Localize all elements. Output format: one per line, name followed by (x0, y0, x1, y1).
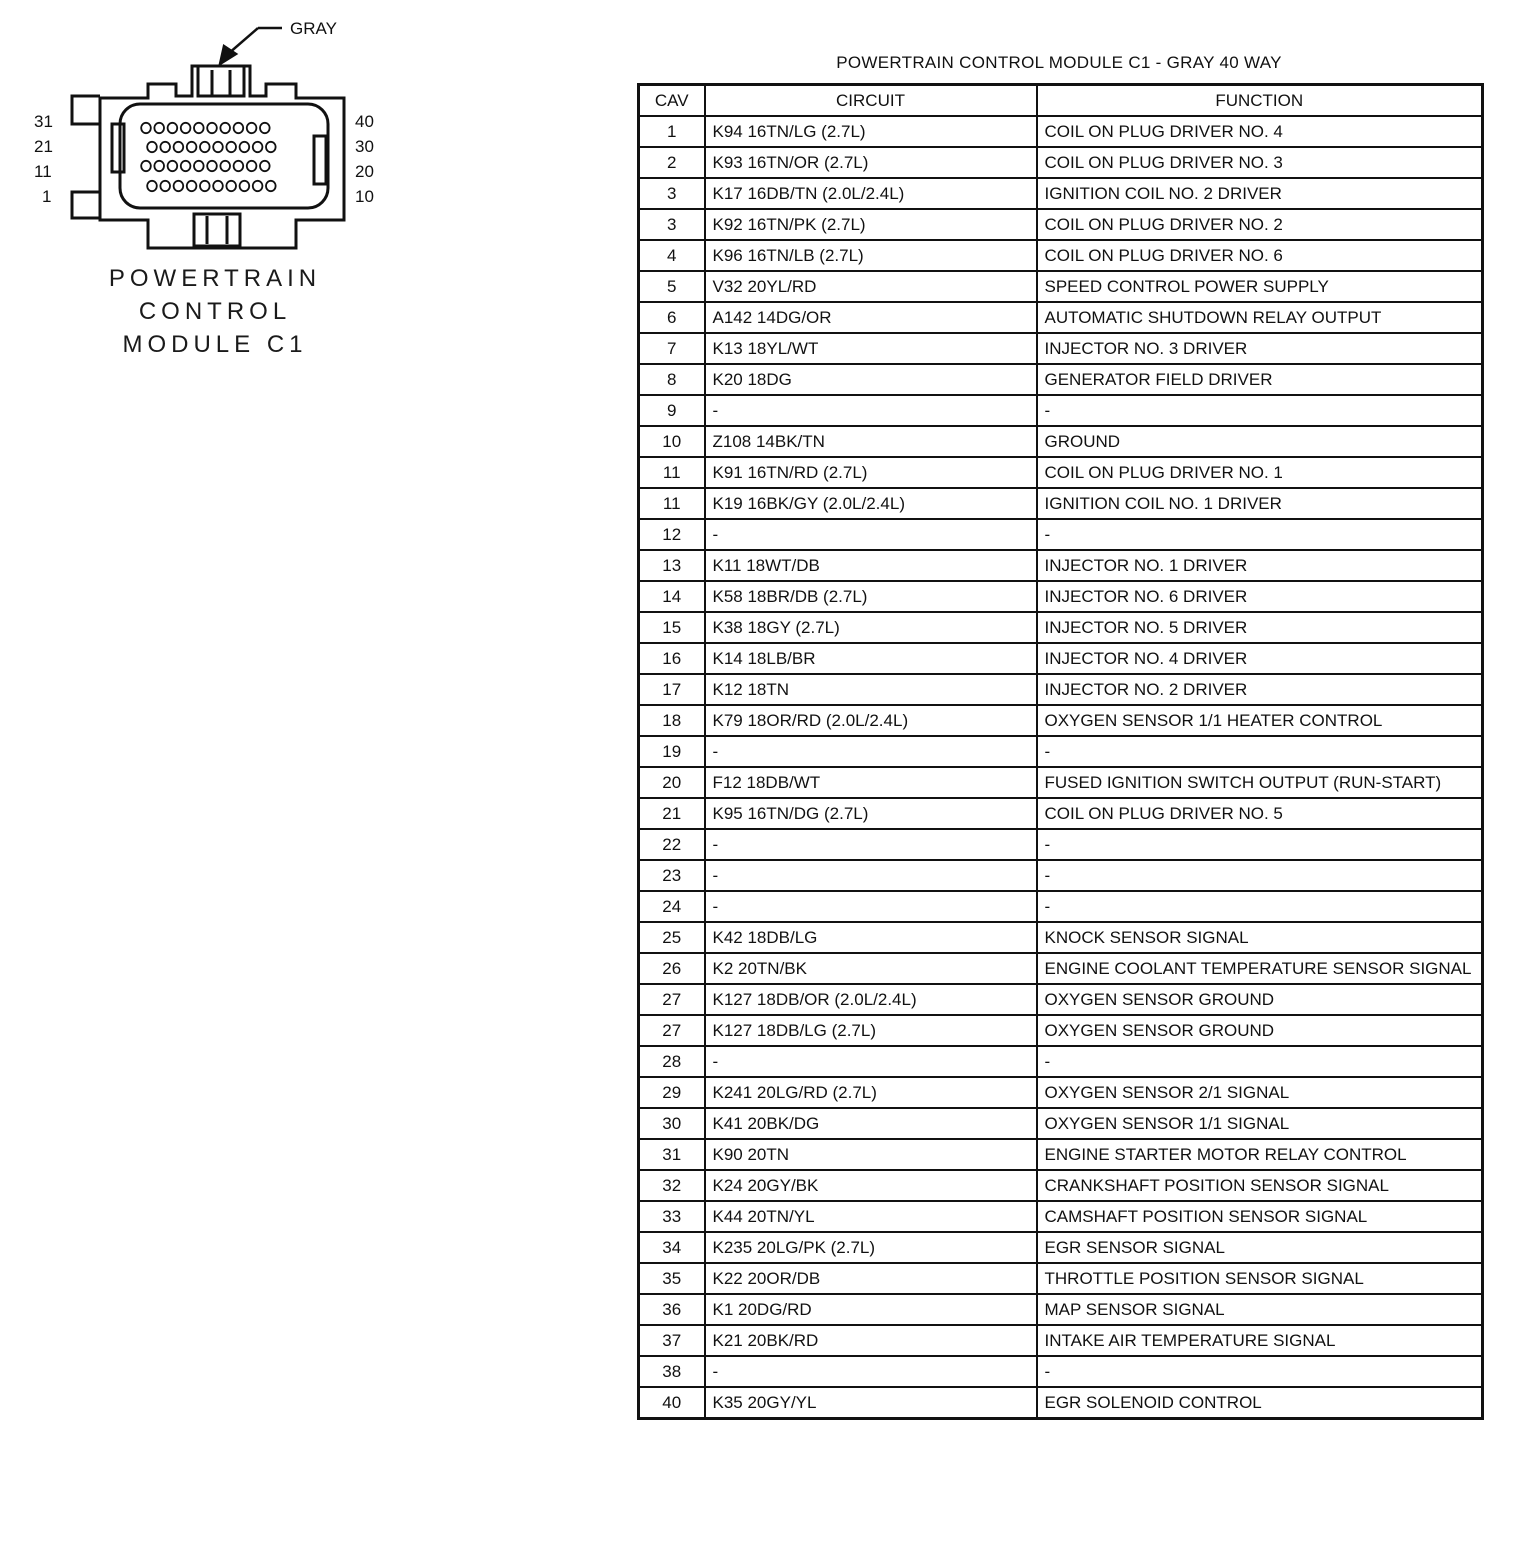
cavity-hole (187, 142, 197, 152)
cell-circuit: K92 16TN/PK (2.7L) (705, 209, 1037, 240)
cell-cav: 26 (639, 953, 705, 984)
cell-cav: 16 (639, 643, 705, 674)
table-row (639, 922, 1483, 953)
cell-cav: 2 (639, 147, 705, 178)
cavity-hole (234, 123, 244, 133)
table-row (639, 1325, 1483, 1356)
cell-cav: 13 (639, 550, 705, 581)
cell-circuit: K44 20TN/YL (705, 1201, 1037, 1232)
cell-function: CRANKSHAFT POSITION SENSOR SIGNAL (1037, 1170, 1483, 1201)
cell-function: COIL ON PLUG DRIVER NO. 4 (1037, 116, 1483, 147)
cell-circuit: K235 20LG/PK (2.7L) (705, 1232, 1037, 1263)
cell-cav: 27 (639, 1015, 705, 1046)
cell-circuit: - (705, 1356, 1037, 1387)
cell-circuit: K58 18BR/DB (2.7L) (705, 581, 1037, 612)
pin-label-10: 10 (355, 187, 374, 206)
cavity-hole (226, 142, 236, 152)
table-row (639, 581, 1483, 612)
cavity-hole (160, 142, 170, 152)
cavity-hole (260, 161, 270, 171)
cell-function: - (1037, 1046, 1483, 1077)
cell-circuit: K93 16TN/OR (2.7L) (705, 147, 1037, 178)
cell-function: - (1037, 519, 1483, 550)
table-row (639, 767, 1483, 798)
cell-function: IGNITION COIL NO. 2 DRIVER (1037, 178, 1483, 209)
cell-function: SPEED CONTROL POWER SUPPLY (1037, 271, 1483, 302)
cavity-hole (247, 161, 257, 171)
cavity-hole (147, 181, 157, 191)
cavity-hole (154, 161, 164, 171)
cavity-hole (207, 123, 217, 133)
cell-cav: 24 (639, 891, 705, 922)
table-row (639, 705, 1483, 736)
cell-cav: 27 (639, 984, 705, 1015)
cell-cav: 35 (639, 1263, 705, 1294)
cavity-hole (220, 123, 230, 133)
table-row (639, 674, 1483, 705)
cell-function: INTAKE AIR TEMPERATURE SIGNAL (1037, 1325, 1483, 1356)
cell-cav: 4 (639, 240, 705, 271)
cavity-hole (181, 161, 191, 171)
table-row (639, 643, 1483, 674)
cell-function: GENERATOR FIELD DRIVER (1037, 364, 1483, 395)
cell-function: INJECTOR NO. 5 DRIVER (1037, 612, 1483, 643)
cell-cav: 11 (639, 488, 705, 519)
cavity-hole (194, 123, 204, 133)
table-row (639, 395, 1483, 426)
cell-circuit: K42 18DB/LG (705, 922, 1037, 953)
connector-label-line-3: MODULE C1 (122, 331, 308, 358)
cell-circuit: K19 16BK/GY (2.0L/2.4L) (705, 488, 1037, 519)
pin-label-21: 21 (34, 137, 53, 156)
cell-function: INJECTOR NO. 4 DRIVER (1037, 643, 1483, 674)
table-row (639, 457, 1483, 488)
cell-cav: 23 (639, 860, 705, 891)
table-row (639, 550, 1483, 581)
cell-function: OXYGEN SENSOR 1/1 HEATER CONTROL (1037, 705, 1483, 736)
cavity-hole (147, 142, 157, 152)
cell-cav: 3 (639, 209, 705, 240)
cavity-hole (200, 142, 210, 152)
cell-cav: 9 (639, 395, 705, 426)
cell-circuit: K20 18DG (705, 364, 1037, 395)
cell-function: COIL ON PLUG DRIVER NO. 6 (1037, 240, 1483, 271)
cell-function: AUTOMATIC SHUTDOWN RELAY OUTPUT (1037, 302, 1483, 333)
cell-cav: 1 (639, 116, 705, 147)
cell-function: - (1037, 860, 1483, 891)
table-row (639, 209, 1483, 240)
cell-function: THROTTLE POSITION SENSOR SIGNAL (1037, 1263, 1483, 1294)
cavity-hole (247, 123, 257, 133)
table-row (639, 1294, 1483, 1325)
table-row (639, 1201, 1483, 1232)
cell-cav: 8 (639, 364, 705, 395)
cell-circuit: V32 20YL/RD (705, 271, 1037, 302)
cavity-hole (213, 142, 223, 152)
table-row (639, 798, 1483, 829)
pin-label-11: 11 (34, 162, 52, 181)
table-row (639, 1139, 1483, 1170)
header-function: FUNCTION (1037, 85, 1483, 117)
table-row (639, 302, 1483, 333)
cell-function: CAMSHAFT POSITION SENSOR SIGNAL (1037, 1201, 1483, 1232)
table-row (639, 1077, 1483, 1108)
cell-cav: 33 (639, 1201, 705, 1232)
cell-cav: 10 (639, 426, 705, 457)
cell-cav: 15 (639, 612, 705, 643)
cell-circuit: K241 20LG/RD (2.7L) (705, 1077, 1037, 1108)
cavity-hole (181, 123, 191, 133)
cell-circuit: K38 18GY (2.7L) (705, 612, 1037, 643)
cell-function: OXYGEN SENSOR GROUND (1037, 1015, 1483, 1046)
table-row (639, 364, 1483, 395)
table-row (639, 1015, 1483, 1046)
table-row (639, 1232, 1483, 1263)
cell-function: OXYGEN SENSOR GROUND (1037, 984, 1483, 1015)
cell-cav: 30 (639, 1108, 705, 1139)
table-row (639, 426, 1483, 457)
table-row (639, 829, 1483, 860)
table-row (639, 240, 1483, 271)
cell-cav: 29 (639, 1077, 705, 1108)
cell-cav: 31 (639, 1139, 705, 1170)
cell-function: FUSED IGNITION SWITCH OUTPUT (RUN-START) (1037, 767, 1483, 798)
cell-cav: 34 (639, 1232, 705, 1263)
pinout-table (637, 83, 1484, 1420)
cell-cav: 40 (639, 1387, 705, 1419)
wire-color-callout: GRAY (290, 19, 337, 38)
table-row (639, 178, 1483, 209)
table-row (639, 519, 1483, 550)
cell-circuit: K79 18OR/RD (2.0L/2.4L) (705, 705, 1037, 736)
pin-label-40: 40 (355, 112, 374, 131)
table-row (639, 1046, 1483, 1077)
cavity-hole (168, 123, 178, 133)
cell-function: ENGINE COOLANT TEMPERATURE SENSOR SIGNAL (1037, 953, 1483, 984)
cell-circuit: K12 18TN (705, 674, 1037, 705)
cell-circuit: K90 20TN (705, 1139, 1037, 1170)
cell-function: MAP SENSOR SIGNAL (1037, 1294, 1483, 1325)
cell-circuit: - (705, 829, 1037, 860)
cell-cav: 28 (639, 1046, 705, 1077)
cell-circuit: K127 18DB/OR (2.0L/2.4L) (705, 984, 1037, 1015)
cell-circuit: K21 20BK/RD (705, 1325, 1037, 1356)
cavity-hole (194, 161, 204, 171)
cell-circuit: K91 16TN/RD (2.7L) (705, 457, 1037, 488)
cell-function: INJECTOR NO. 6 DRIVER (1037, 581, 1483, 612)
cavity-hole (220, 161, 230, 171)
cavity-hole (240, 181, 250, 191)
cell-function: COIL ON PLUG DRIVER NO. 3 (1037, 147, 1483, 178)
table-header-row (639, 85, 1483, 117)
header-circuit: CIRCUIT (705, 85, 1037, 117)
cell-cav: 11 (639, 457, 705, 488)
cavity-hole (213, 181, 223, 191)
cell-circuit: F12 18DB/WT (705, 767, 1037, 798)
cell-circuit: K41 20BK/DG (705, 1108, 1037, 1139)
cavity-hole (168, 161, 178, 171)
cavity-hole (253, 181, 263, 191)
cell-cav: 5 (639, 271, 705, 302)
table-row (639, 612, 1483, 643)
cavity-hole (266, 181, 276, 191)
cavity-hole (174, 142, 184, 152)
cell-cav: 7 (639, 333, 705, 364)
cell-cav: 20 (639, 767, 705, 798)
cell-function: COIL ON PLUG DRIVER NO. 5 (1037, 798, 1483, 829)
table-row (639, 1108, 1483, 1139)
cell-cav: 25 (639, 922, 705, 953)
table-row (639, 116, 1483, 147)
cell-function: EGR SOLENOID CONTROL (1037, 1387, 1483, 1419)
cell-circuit: K17 16DB/TN (2.0L/2.4L) (705, 178, 1037, 209)
cell-function: - (1037, 395, 1483, 426)
table-row (639, 1387, 1483, 1419)
cell-cav: 19 (639, 736, 705, 767)
cell-circuit: K11 18WT/DB (705, 550, 1037, 581)
pin-label-20: 20 (355, 162, 374, 181)
cell-circuit: - (705, 891, 1037, 922)
cell-circuit: Z108 14BK/TN (705, 426, 1037, 457)
cavity-hole (141, 123, 151, 133)
cell-circuit: - (705, 519, 1037, 550)
connector-outer-shell (100, 66, 344, 248)
cell-circuit: K1 20DG/RD (705, 1294, 1037, 1325)
cell-circuit: K127 18DB/LG (2.7L) (705, 1015, 1037, 1046)
table-row (639, 488, 1483, 519)
table-row (639, 1170, 1483, 1201)
cell-function: EGR SENSOR SIGNAL (1037, 1232, 1483, 1263)
connector-label-line-1: POWERTRAIN (108, 265, 322, 292)
cell-function: - (1037, 891, 1483, 922)
cell-function: INJECTOR NO. 2 DRIVER (1037, 674, 1483, 705)
cell-function: GROUND (1037, 426, 1483, 457)
table-row (639, 271, 1483, 302)
pin-label-31: 31 (34, 112, 53, 131)
cell-circuit: - (705, 395, 1037, 426)
cavity-hole (226, 181, 236, 191)
cell-circuit: A142 14DG/OR (705, 302, 1037, 333)
cell-function: OXYGEN SENSOR 2/1 SIGNAL (1037, 1077, 1483, 1108)
cavity-hole (240, 142, 250, 152)
cell-cav: 12 (639, 519, 705, 550)
cell-function: INJECTOR NO. 3 DRIVER (1037, 333, 1483, 364)
connector-side-tab (72, 192, 100, 218)
cell-cav: 22 (639, 829, 705, 860)
pin-label-1: 1 (42, 187, 52, 206)
cavity-grid (141, 123, 275, 191)
cell-circuit: K24 20GY/BK (705, 1170, 1037, 1201)
cavity-hole (160, 181, 170, 191)
cavity-hole (234, 161, 244, 171)
table-row (639, 984, 1483, 1015)
table-row (639, 147, 1483, 178)
connector-inner-housing (120, 104, 328, 208)
cavity-hole (154, 123, 164, 133)
table-row (639, 736, 1483, 767)
cell-function: COIL ON PLUG DRIVER NO. 1 (1037, 457, 1483, 488)
cell-function: OXYGEN SENSOR 1/1 SIGNAL (1037, 1108, 1483, 1139)
cell-cav: 21 (639, 798, 705, 829)
cell-cav: 14 (639, 581, 705, 612)
cell-function: COIL ON PLUG DRIVER NO. 2 (1037, 209, 1483, 240)
cell-circuit: K22 20OR/DB (705, 1263, 1037, 1294)
table-row (639, 333, 1483, 364)
cell-cav: 6 (639, 302, 705, 333)
cell-circuit: - (705, 860, 1037, 891)
connector-label-line-2: CONTROL (138, 298, 292, 325)
table-row (639, 891, 1483, 922)
table-row (639, 1263, 1483, 1294)
cell-circuit: K96 16TN/LB (2.7L) (705, 240, 1037, 271)
cell-cav: 32 (639, 1170, 705, 1201)
cell-circuit: K13 18YL/WT (705, 333, 1037, 364)
table-row (639, 860, 1483, 891)
cavity-hole (253, 142, 263, 152)
cell-circuit: K95 16TN/DG (2.7L) (705, 798, 1037, 829)
cell-function: - (1037, 829, 1483, 860)
cell-circuit: K14 18LB/BR (705, 643, 1037, 674)
connector-face-diagram (0, 0, 420, 260)
cell-function: IGNITION COIL NO. 1 DRIVER (1037, 488, 1483, 519)
cell-cav: 3 (639, 178, 705, 209)
cell-cav: 37 (639, 1325, 705, 1356)
cavity-hole (141, 161, 151, 171)
cavity-hole (260, 123, 270, 133)
cell-function: KNOCK SENSOR SIGNAL (1037, 922, 1483, 953)
cell-cav: 18 (639, 705, 705, 736)
table-row (639, 1356, 1483, 1387)
table-title: POWERTRAIN CONTROL MODULE C1 - GRAY 40 WAY (836, 53, 1282, 72)
connector-side-tab (72, 96, 100, 124)
cell-function: ENGINE STARTER MOTOR RELAY CONTROL (1037, 1139, 1483, 1170)
cell-cav: 36 (639, 1294, 705, 1325)
cavity-hole (174, 181, 184, 191)
cavity-hole (200, 181, 210, 191)
cell-circuit: K35 20GY/YL (705, 1387, 1037, 1419)
cell-cav: 17 (639, 674, 705, 705)
cell-circuit: K2 20TN/BK (705, 953, 1037, 984)
pin-label-30: 30 (355, 137, 374, 156)
cavity-hole (187, 181, 197, 191)
cavity-hole (207, 161, 217, 171)
cell-circuit: K94 16TN/LG (2.7L) (705, 116, 1037, 147)
table-row (639, 953, 1483, 984)
cell-circuit: - (705, 1046, 1037, 1077)
cell-function: - (1037, 736, 1483, 767)
header-cav: CAV (639, 85, 705, 117)
cell-function: INJECTOR NO. 1 DRIVER (1037, 550, 1483, 581)
cavity-hole (266, 142, 276, 152)
connector-bottom-latch (194, 214, 240, 246)
connector-top-latch (198, 66, 244, 96)
cell-circuit: - (705, 736, 1037, 767)
cell-cav: 38 (639, 1356, 705, 1387)
cell-function: - (1037, 1356, 1483, 1387)
